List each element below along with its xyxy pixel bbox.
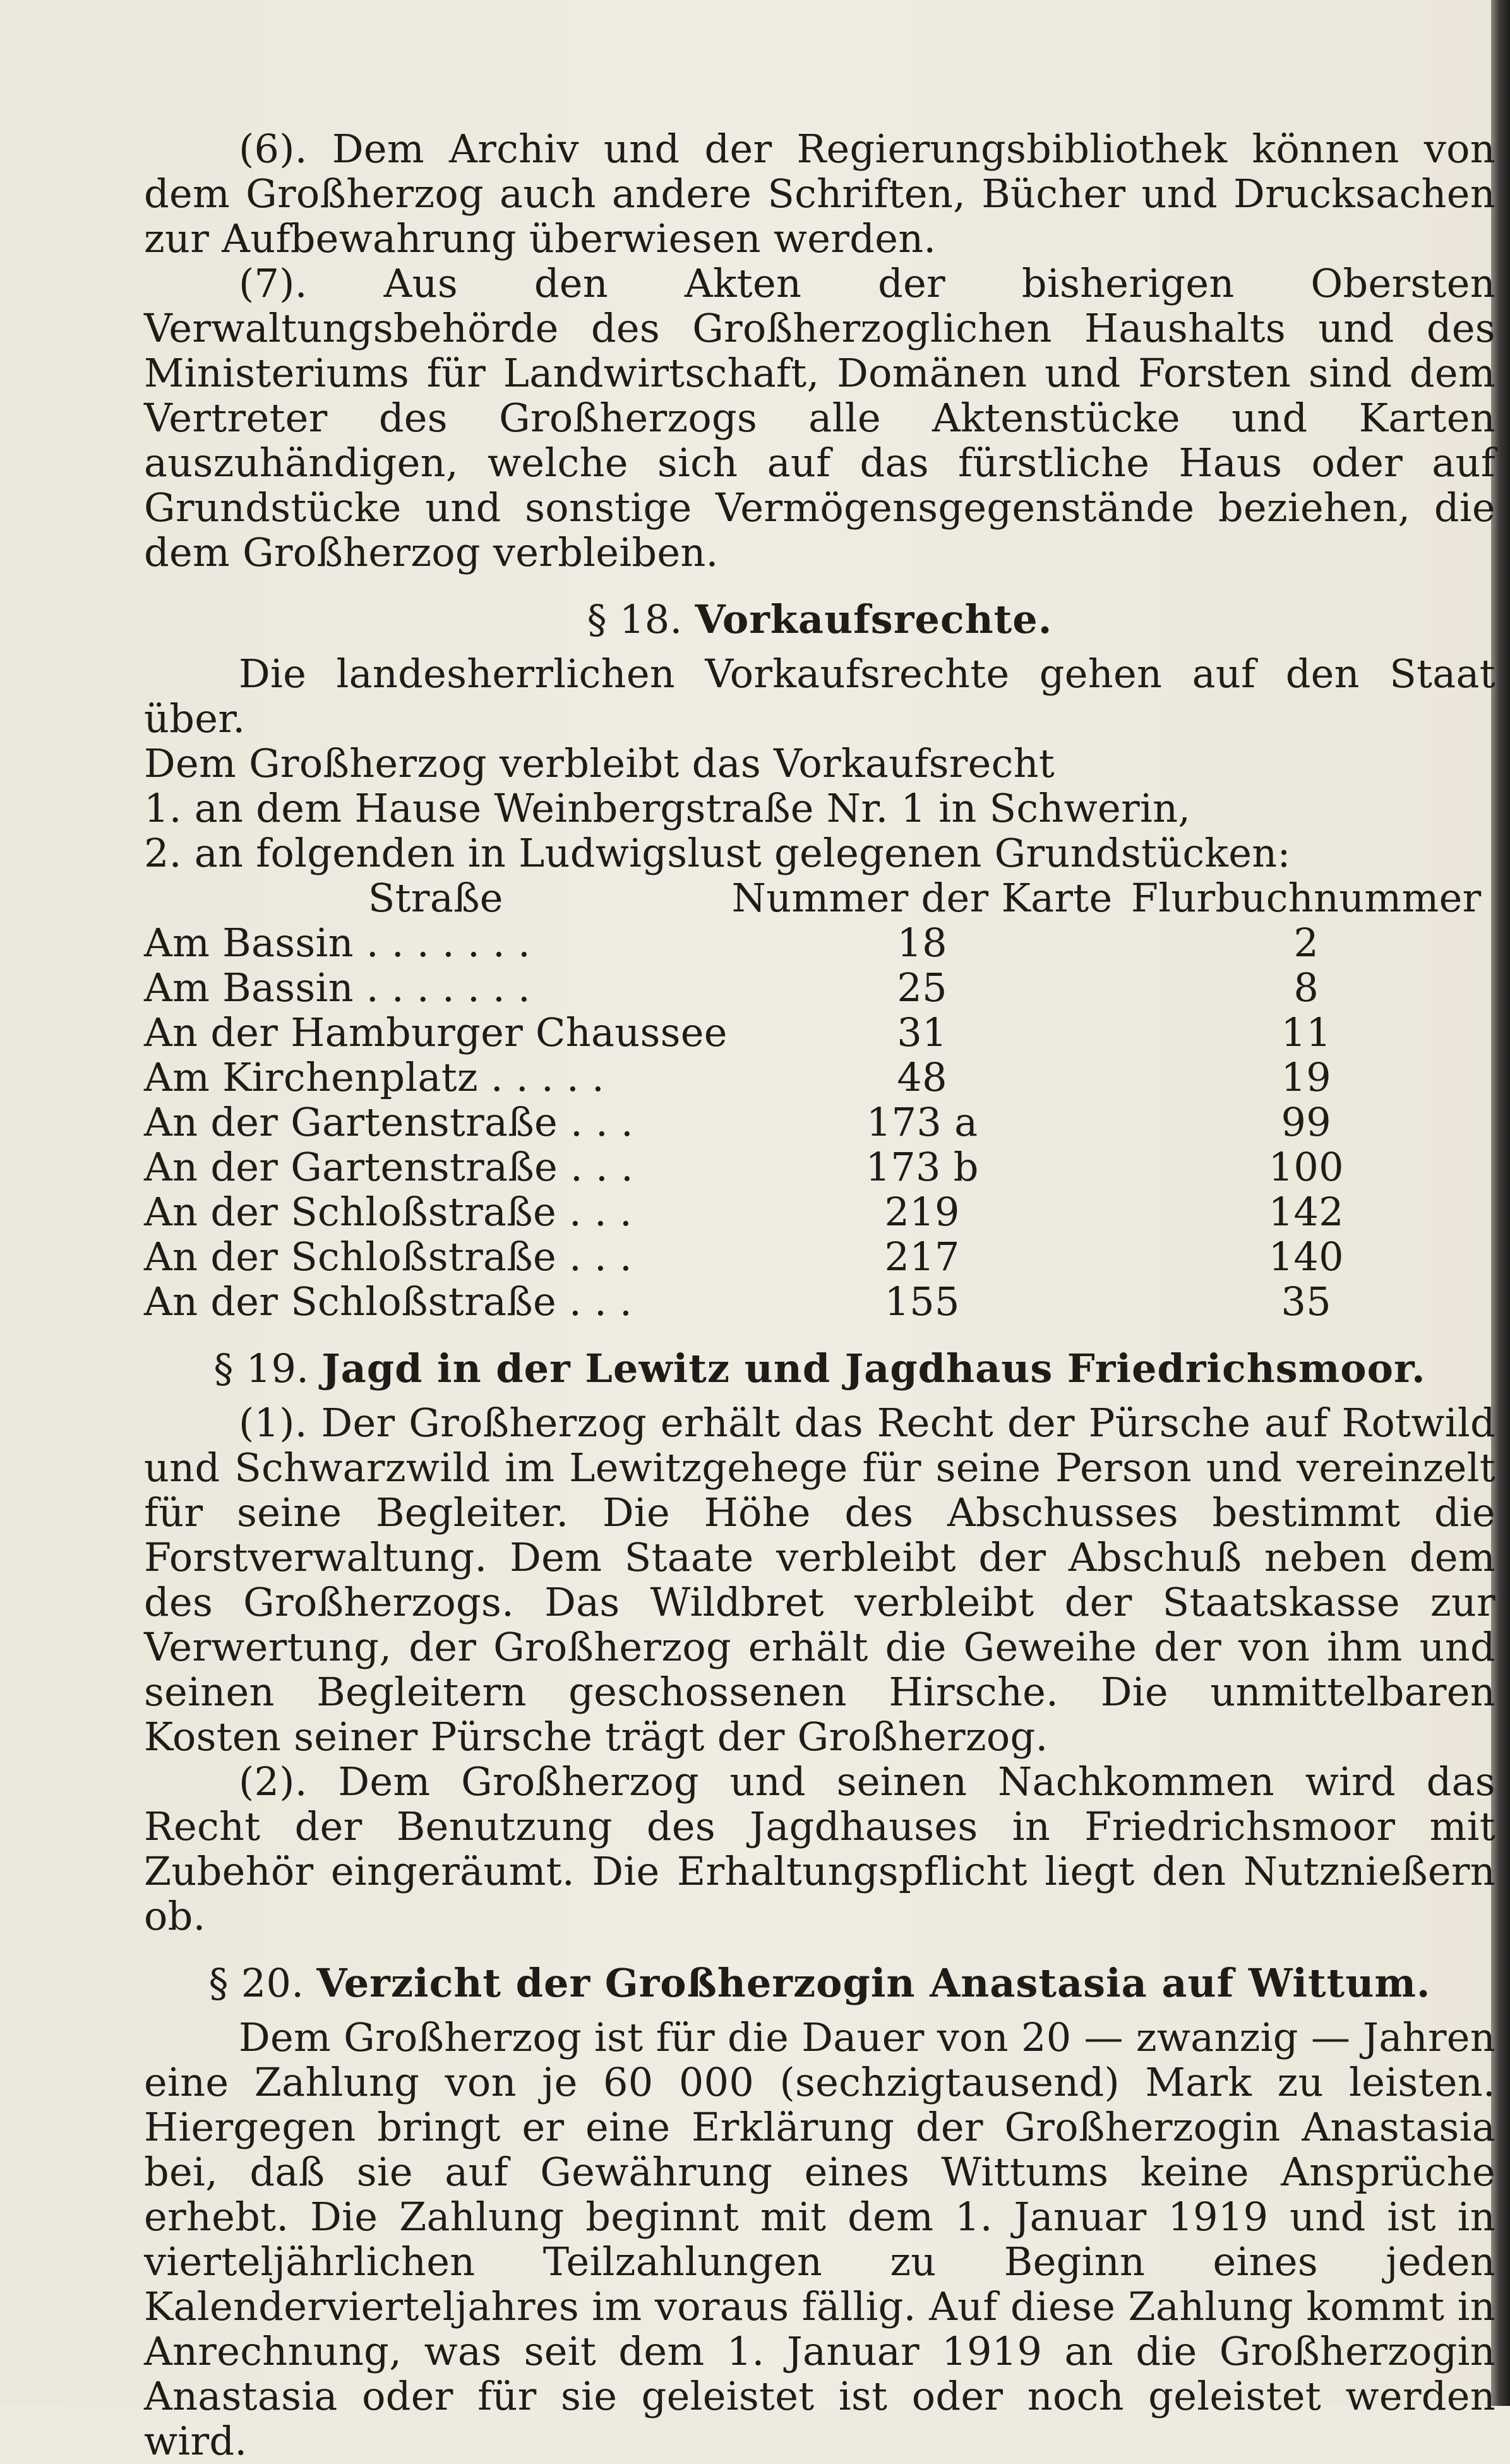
table-row (144, 1010, 1495, 1055)
row-street: Am Bassin . . . . . . . (144, 920, 531, 966)
sec18-number: § 18. (587, 596, 683, 642)
row-karte: 31 (897, 1009, 947, 1055)
table-row (144, 965, 1495, 1010)
sec18-title: Vorkaufsrechte. (695, 596, 1053, 642)
page-content (144, 126, 1495, 2463)
row-karte: 219 (884, 1189, 960, 1235)
row-flur: 11 (1281, 1009, 1331, 1055)
row-street: An der Schloßstraße . . . (144, 1234, 633, 1280)
row-street: An der Gartenstraße . . . (144, 1099, 633, 1145)
row-street: Am Kirchenplatz . . . . . (144, 1054, 604, 1100)
row-flur: 140 (1268, 1234, 1344, 1280)
table-row (144, 1189, 1495, 1234)
sec18-item-2: 2. an folgenden in Ludwigslust gelegenen Grundstücken: (144, 830, 1291, 876)
sec18-heading (144, 597, 1495, 642)
sec18-intro-line-2: Dem Großherzog verbleibt das Vorkaufsrecht (144, 740, 1055, 786)
table-row (144, 920, 1495, 965)
sec20-paragraph-1: Dem Großherzog ist für die Dauer von 20 — zwanzig — Jahren eine Zahlung von je 60 000 (sechzigtausend) Mark zu leisten. Hiergegen bringt er eine Erklärung der Großherzogin Anastasia bei, daß sie auf Gewährung eines Wittums keine Ansprüche erhebt. Die Zahlung beginnt mit dem 1. Januar 1919 und ist in vierteljährlichen Teilzahlungen zu Beginn eines jeden Kalendervierteljahres im voraus fällig. Auf diese Zahlung kommt in Anrechnung, was seit dem 1. Januar 1919 an die Großherzogin Anastasia oder für sie geleistet ist oder noch geleistet werden wird. (144, 2014, 1495, 2464)
sec17-paragraph-6: (6). Dem Archiv und der Regierungsbibliothek können von dem Großherzog auch andere Schriften, Bücher und Drucksachen zur Aufbewahrung überwiesen werden. (144, 126, 1495, 261)
sec20-number: § 20. (208, 1960, 304, 2006)
row-karte: 173 a (866, 1099, 978, 1145)
row-karte: 173 b (865, 1144, 979, 1190)
sec19-paragraph-1: (1). Der Großherzog erhält das Recht der Pürsche auf Rotwild und Schwarzwild im Lewitzgehege für seine Person und vereinzelt für seine Begleiter. Die Höhe des Abschusses bestimmt die Forstverwaltung. Dem Staate verbleibt der Abschuß neben dem des Großherzogs. Das Wildbret verbleibt der Staatskasse zur Verwertung, der Großherzog erhält die Geweihe der von ihm und seinen Begleitern geschossenen Hirsche. Die unmittelbaren Kosten seiner Pürsche trägt der Großherzog. (144, 1400, 1495, 1760)
property-table-header-row (144, 875, 1495, 920)
row-flur: 99 (1281, 1099, 1331, 1145)
sec19-paragraph-2: (2). Dem Großherzog und seinen Nachkommen wird das Recht der Benutzung des Jagdhauses in Friedrichsmoor mit Zubehör eingeräumt. Die Erhaltungspflicht liegt den Nutznießern ob. (144, 1758, 1495, 1939)
row-flur: 8 (1293, 965, 1319, 1011)
row-flur: 100 (1268, 1144, 1344, 1190)
row-street: An der Schloßstraße . . . (144, 1189, 633, 1235)
sec20-title: Verzicht der Großherzogin Anastasia auf Wittum. (316, 1960, 1431, 2006)
sec20-heading (144, 1961, 1495, 2005)
row-flur: 35 (1281, 1278, 1331, 1325)
row-flur: 19 (1281, 1054, 1331, 1100)
table-row (144, 1100, 1495, 1145)
row-flur: 2 (1293, 920, 1319, 966)
property-table (144, 875, 1495, 1324)
row-street: An der Gartenstraße . . . (144, 1144, 633, 1190)
sec19-number: § 19. (213, 1345, 309, 1391)
row-street: Am Bassin . . . . . . . (144, 965, 531, 1011)
row-karte: 18 (897, 920, 947, 966)
table-row (144, 1279, 1495, 1324)
sec18-item-1: 1. an dem Hause Weinbergstraße Nr. 1 in Schwerin, (144, 785, 1191, 831)
row-karte: 155 (884, 1278, 960, 1325)
row-flur: 142 (1268, 1189, 1344, 1235)
sec17-paragraph-7: (7). Aus den Akten der bisherigen Obersten Verwaltungsbehörde des Großherzoglichen Haushalts und des Ministeriums für Landwirtschaft, Domänen und Forsten sind dem Vertreter des Großherzogs alle Aktenstücke und Karten auszuhändigen, welche sich auf das fürstliche Haus oder auf Grundstücke und sonstige Vermögensgegenstände beziehen, die dem Großherzog verbleiben. (144, 260, 1495, 575)
row-karte: 48 (897, 1054, 947, 1100)
header-flur: Flurbuchnummer (1130, 875, 1482, 921)
table-row (144, 1145, 1495, 1189)
sec19-title: Jagd in der Lewitz und Jagdhaus Friedrichsmoor. (321, 1345, 1426, 1391)
header-karte: Nummer der Karte (731, 875, 1113, 921)
table-row (144, 1234, 1495, 1279)
sec18-intro-line-1: Die landesherrlichen Vorkaufsrechte gehen auf den Staat über. (144, 651, 1495, 742)
row-karte: 217 (884, 1234, 960, 1280)
table-row (144, 1055, 1495, 1100)
sec19-heading (144, 1346, 1495, 1391)
row-karte: 25 (897, 965, 947, 1011)
row-street: An der Hamburger Chaussee (144, 1009, 728, 1055)
row-street: An der Schloßstraße . . . (144, 1278, 633, 1325)
header-street: Straße (368, 875, 503, 921)
